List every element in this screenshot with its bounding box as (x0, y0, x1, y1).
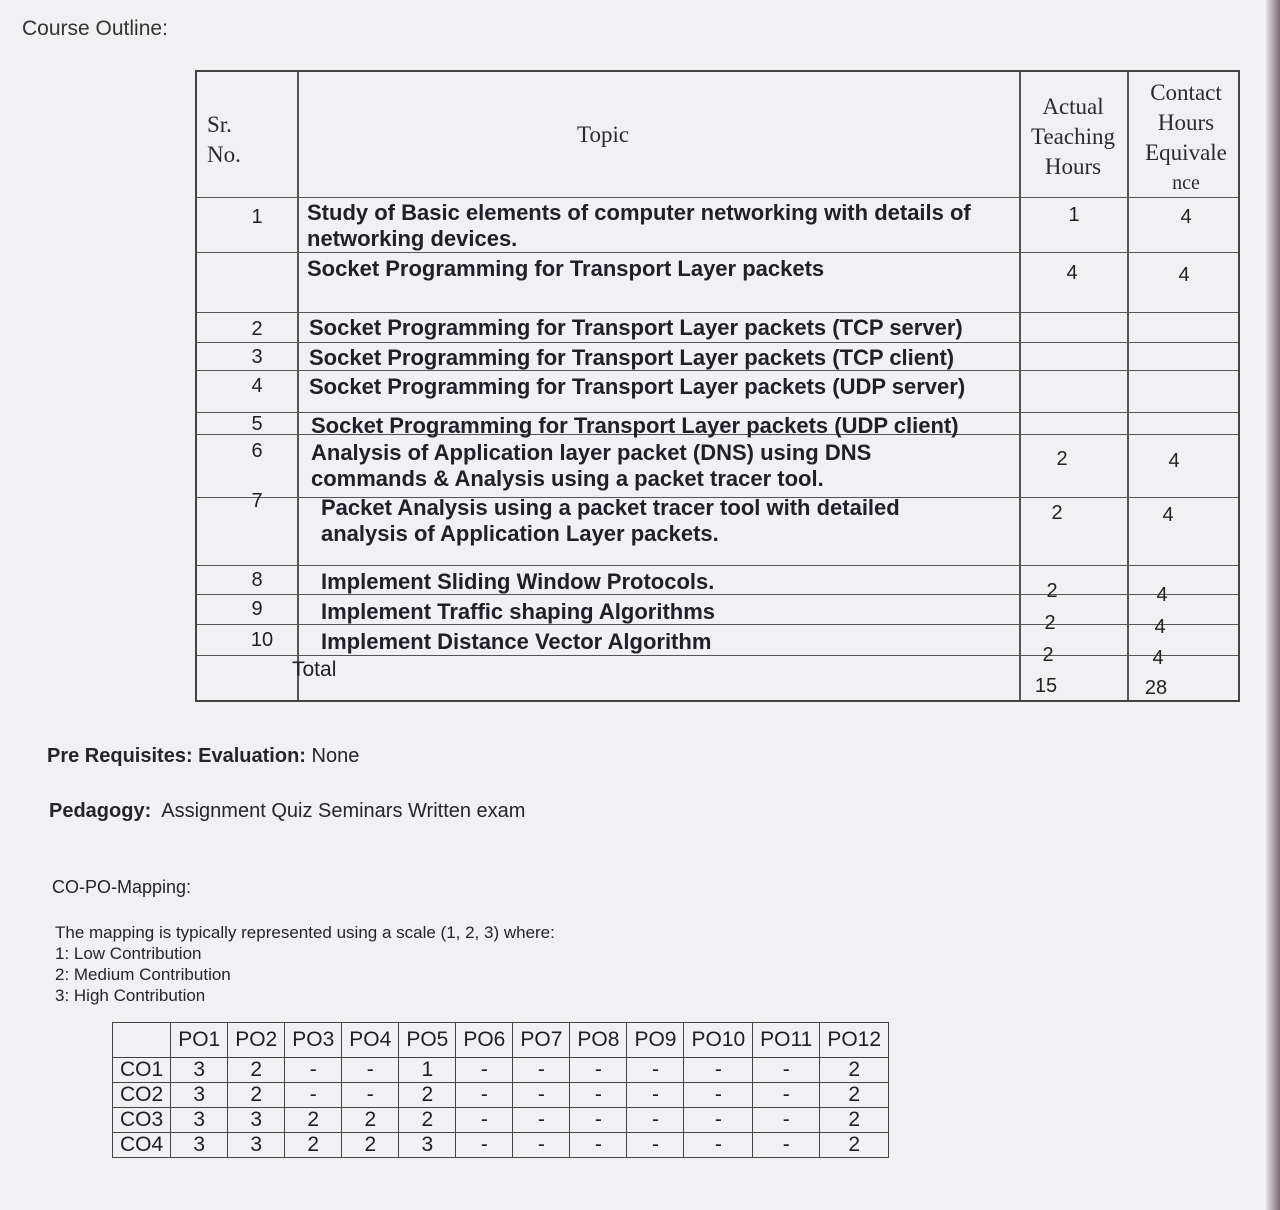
copo-title: CO-PO-Mapping: (52, 877, 192, 897)
grid-line (1019, 72, 1021, 700)
mapping-cell: - (342, 1083, 399, 1108)
actual-hours: 1 (1068, 204, 1080, 226)
copo-scale-description (55, 922, 555, 1006)
mapping-cell: - (684, 1058, 753, 1083)
header-line: Hours (1157, 110, 1215, 135)
grid-line (297, 72, 299, 700)
contact-hours: 4 (1162, 504, 1174, 526)
header-cell: PO2 (228, 1023, 285, 1058)
mapping-cell: - (342, 1058, 399, 1083)
co-label: CO1 (113, 1058, 171, 1083)
mapping-cell: 2 (285, 1108, 342, 1133)
grid-line (197, 565, 1238, 566)
row-number: 1 (251, 206, 263, 228)
mapping-cell: 3 (171, 1083, 228, 1108)
mapping-cell: 2 (342, 1108, 399, 1133)
grid-line (197, 342, 1238, 343)
topic-line: Analysis of Application layer packet (DNS) using DNS (311, 440, 872, 465)
mapping-cell: - (753, 1058, 820, 1083)
header-cell: PO8 (570, 1023, 627, 1058)
mapping-cell: 2 (342, 1133, 399, 1158)
scale-item: 2: Medium Contribution (55, 965, 231, 984)
pedagogy-label: Pedagogy: (49, 800, 152, 822)
header-cell: PO3 (285, 1023, 342, 1058)
row-number: 9 (251, 598, 263, 620)
total-contact-hours: 28 (1144, 677, 1168, 699)
actual-hours: 4 (1066, 262, 1078, 284)
topic-text (307, 200, 971, 252)
header-actual-teaching-hours (1023, 92, 1123, 182)
mapping-cell: - (684, 1133, 753, 1158)
scale-item: 3: High Contribution (55, 986, 206, 1005)
mapping-cell: - (753, 1083, 820, 1108)
co-label: CO2 (113, 1083, 171, 1108)
actual-hours: 2 (1046, 580, 1058, 602)
row-number: 8 (251, 569, 263, 591)
actual-hours: 2 (1056, 448, 1068, 470)
table-row (113, 1108, 889, 1133)
contact-hours: 4 (1156, 584, 1168, 606)
prerequisites (47, 745, 359, 768)
mapping-cell: - (570, 1083, 627, 1108)
mapping-cell: - (753, 1133, 820, 1158)
mapping-cell: 3 (228, 1108, 285, 1133)
mapping-cell: 2 (228, 1083, 285, 1108)
course-outline-heading: Course Outline: (22, 17, 168, 40)
contact-hours: 4 (1152, 647, 1164, 669)
mapping-cell: - (684, 1108, 753, 1133)
topic-text: Socket Programming for Transport Layer packets (UDP server) (309, 374, 966, 399)
mapping-cell: - (753, 1108, 820, 1133)
grid-line (197, 252, 1238, 253)
mapping-cell: 1 (399, 1058, 456, 1083)
copo-intro: The mapping is typically represented using a scale (1, 2, 3) where: (55, 923, 555, 942)
mapping-cell: - (456, 1108, 513, 1133)
course-outline-table (195, 70, 1240, 702)
header-line: Hours (1044, 154, 1102, 179)
row-number: 6 (251, 440, 263, 462)
topic-text: Socket Programming for Transport Layer packets (TCP server) (309, 315, 963, 340)
mapping-cell: 3 (399, 1133, 456, 1158)
row-number: 5 (251, 413, 263, 435)
mapping-cell: - (456, 1083, 513, 1108)
mapping-cell: 2 (820, 1083, 889, 1108)
header-topic: Topic (577, 122, 630, 147)
mapping-cell: - (285, 1083, 342, 1108)
mapping-cell: 2 (228, 1058, 285, 1083)
table-header-row (113, 1023, 889, 1058)
topic-line: Packet Analysis using a packet tracer tool with detailed (321, 495, 900, 520)
topic-text: Socket Programming for Transport Layer packets (307, 256, 825, 281)
mapping-cell: 2 (399, 1108, 456, 1133)
topic-line: Study of Basic elements of computer networking with details of (307, 200, 971, 225)
grid-line (197, 655, 1238, 656)
topic-text: Socket Programming for Transport Layer packets (UDP client) (311, 413, 959, 438)
contact-hours: 4 (1180, 206, 1192, 228)
mapping-cell: - (570, 1108, 627, 1133)
topic-line: networking devices. (307, 226, 518, 251)
page-edge-shadow (1266, 0, 1280, 1210)
header-cell: PO4 (342, 1023, 399, 1058)
topic-line: analysis of Application Layer packets. (321, 521, 719, 546)
header-line: Actual (1042, 94, 1104, 119)
mapping-cell: 2 (285, 1133, 342, 1158)
row-number: 10 (250, 629, 274, 651)
header-cell (113, 1023, 171, 1058)
header-line: No. (207, 142, 241, 167)
mapping-cell: - (456, 1133, 513, 1158)
mapping-cell: - (570, 1133, 627, 1158)
grid-line (197, 197, 1238, 198)
topic-text: Implement Sliding Window Protocols. (321, 569, 715, 594)
contact-hours: 4 (1178, 264, 1190, 286)
co-label: CO3 (113, 1108, 171, 1133)
mapping-cell: 2 (399, 1083, 456, 1108)
mapping-cell: 3 (171, 1108, 228, 1133)
row-number: 2 (251, 318, 263, 340)
contact-hours: 4 (1154, 616, 1166, 638)
actual-hours: 2 (1051, 502, 1063, 524)
mapping-cell: - (570, 1058, 627, 1083)
total-actual-hours: 15 (1034, 675, 1058, 697)
co-po-mapping-table (112, 1022, 889, 1158)
actual-hours: 2 (1044, 612, 1056, 634)
mapping-cell: - (627, 1083, 684, 1108)
prerequisites-label: Pre Requisites: Evaluation: (47, 745, 306, 767)
topic-text (311, 440, 871, 492)
header-cell: PO1 (171, 1023, 228, 1058)
pedagogy (49, 800, 525, 823)
topic-text: Socket Programming for Transport Layer packets (TCP client) (309, 345, 955, 370)
mapping-cell: - (456, 1058, 513, 1083)
mapping-cell: - (627, 1108, 684, 1133)
header-cell: PO12 (820, 1023, 889, 1058)
header-cell: PO5 (399, 1023, 456, 1058)
header-line: Sr. (207, 112, 232, 137)
row-number: 3 (251, 346, 263, 368)
contact-hours: 4 (1168, 450, 1180, 472)
mapping-cell: 2 (820, 1108, 889, 1133)
table-row (113, 1058, 889, 1083)
header-line: Teaching (1031, 124, 1115, 149)
row-number: 7 (251, 490, 263, 512)
scale-item: 1: Low Contribution (55, 944, 202, 963)
header-cell: PO10 (684, 1023, 753, 1058)
prerequisites-value: None (311, 745, 360, 767)
total-label: Total (292, 658, 337, 681)
topic-text: Implement Traffic shaping Algorithms (321, 599, 716, 624)
mapping-cell: 3 (171, 1133, 228, 1158)
mapping-cell: - (513, 1083, 570, 1108)
row-number: 4 (251, 375, 263, 397)
header-cell: PO9 (627, 1023, 684, 1058)
topic-text (321, 495, 900, 547)
mapping-cell: 3 (228, 1133, 285, 1158)
co-label: CO4 (113, 1133, 171, 1158)
mapping-cell: 2 (820, 1133, 889, 1158)
mapping-cell: - (513, 1133, 570, 1158)
header-line: nce (1172, 172, 1200, 194)
mapping-cell: - (285, 1058, 342, 1083)
mapping-cell: - (684, 1083, 753, 1108)
mapping-cell: - (627, 1133, 684, 1158)
header-cell: PO11 (753, 1023, 820, 1058)
grid-line (1127, 72, 1129, 700)
topic-text: Implement Distance Vector Algorithm (321, 629, 712, 654)
table-row (113, 1083, 889, 1108)
mapping-cell: - (513, 1058, 570, 1083)
header-line: Equivale (1145, 140, 1227, 165)
actual-hours: 2 (1042, 644, 1054, 666)
mapping-cell: - (513, 1108, 570, 1133)
header-cell: PO6 (456, 1023, 513, 1058)
header-contact-hours (1131, 78, 1241, 198)
mapping-cell: - (627, 1058, 684, 1083)
header-cell: PO7 (513, 1023, 570, 1058)
header-line: Contact (1150, 80, 1222, 105)
pedagogy-value: Assignment Quiz Seminars Written exam (161, 800, 526, 822)
header-sr-no (207, 110, 241, 170)
mapping-cell: 3 (171, 1058, 228, 1083)
topic-line: commands & Analysis using a packet tracer tool. (311, 466, 824, 491)
grid-line (197, 312, 1238, 313)
mapping-cell: 2 (820, 1058, 889, 1083)
table-row (113, 1133, 889, 1158)
